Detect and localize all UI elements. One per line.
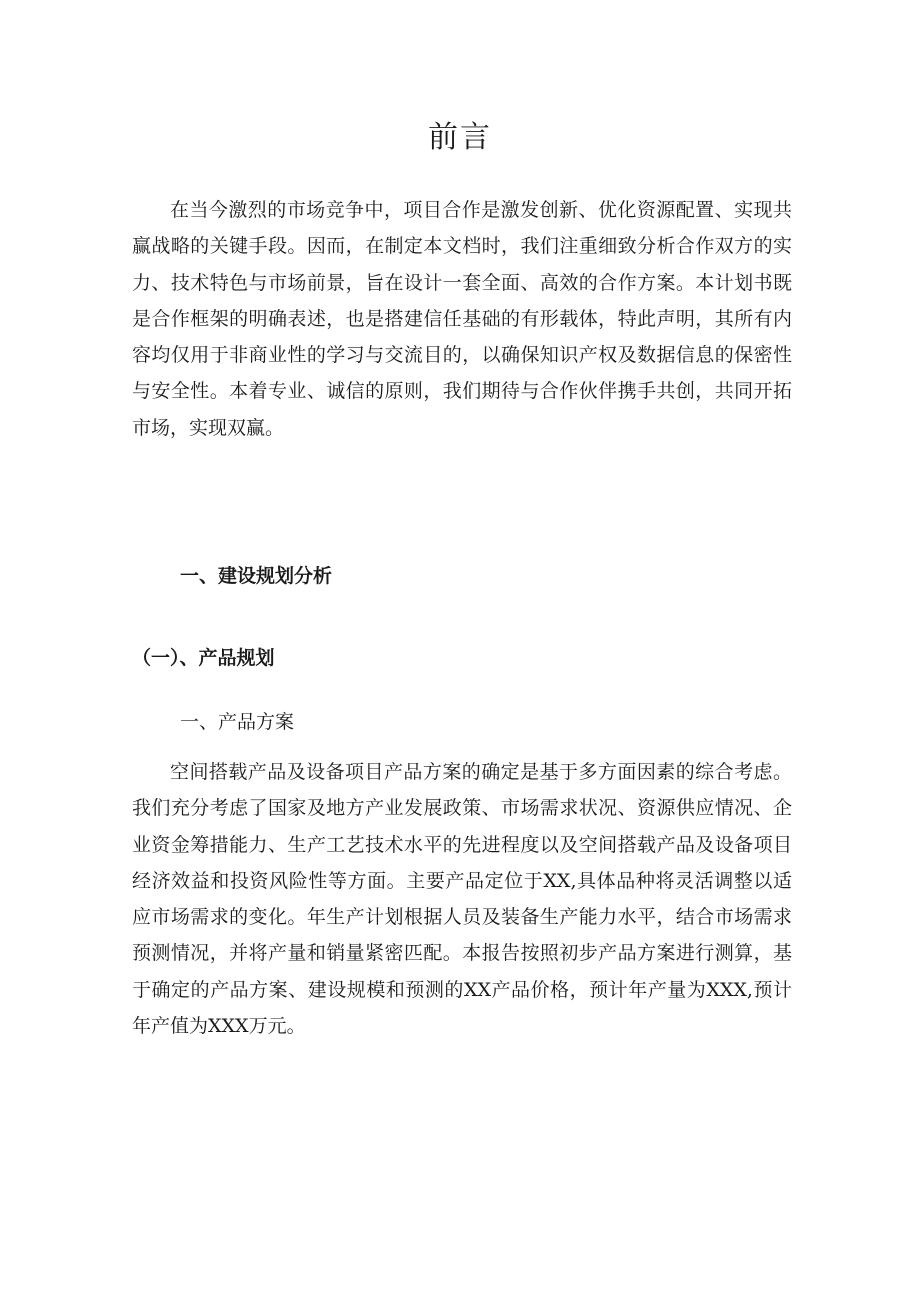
intro-paragraph: 在当今激烈的市场竞争中，项目合作是激发创新、优化资源配置、实现共赢战略的关键手段。因而，在制定本文档时，我们注重细致分析合作双方的实力、技术特色与市场前景，旨在设计一套全面、高效的合作方案。本计划书既是合作框架的明确表述，也是搭建信任基础的有形载体，特此声明，其所有内容均仅用于非商业性的学习与交流目的，以确保知识产权及数据信息的保密性与安全性。本着专业、诚信的原则，我们期待与合作伙伴携手共创，共同开拓市场，实现双赢。 [132,199,792,439]
page-title: 前言 [428,120,492,155]
subsection-heading-product-planning: （一）、产品规划 [132,647,275,669]
item-heading-product-scheme: 一、产品方案 [180,711,295,733]
section-heading-construction-planning: 一、建设规划分析 [180,565,333,587]
product-scheme-paragraph: 空间搭载产品及设备项目产品方案的确定是基于多方面因素的综合考虑。我们充分考虑了国家及地方产业发展政策、市场需求状况、资源供应情况、企业资金筹措能力、生产工艺技术水平的先进程度以及空间搭载产品及设备项目经济效益和投资风险性等方面。主要产品定位于XX,具体品种将灵活调整以适应市场需求的变化。年生产计划根据人员及装备生产能力水平，结合市场需求预测情况，并将产量和销量紧密匹配。本报告按照初步产品方案进行测算，基于确定的产品方案、建设规模和预测的XX产品价格，预计年产量为XXX,预计年产值为XXX万元。 [132,761,792,1038]
